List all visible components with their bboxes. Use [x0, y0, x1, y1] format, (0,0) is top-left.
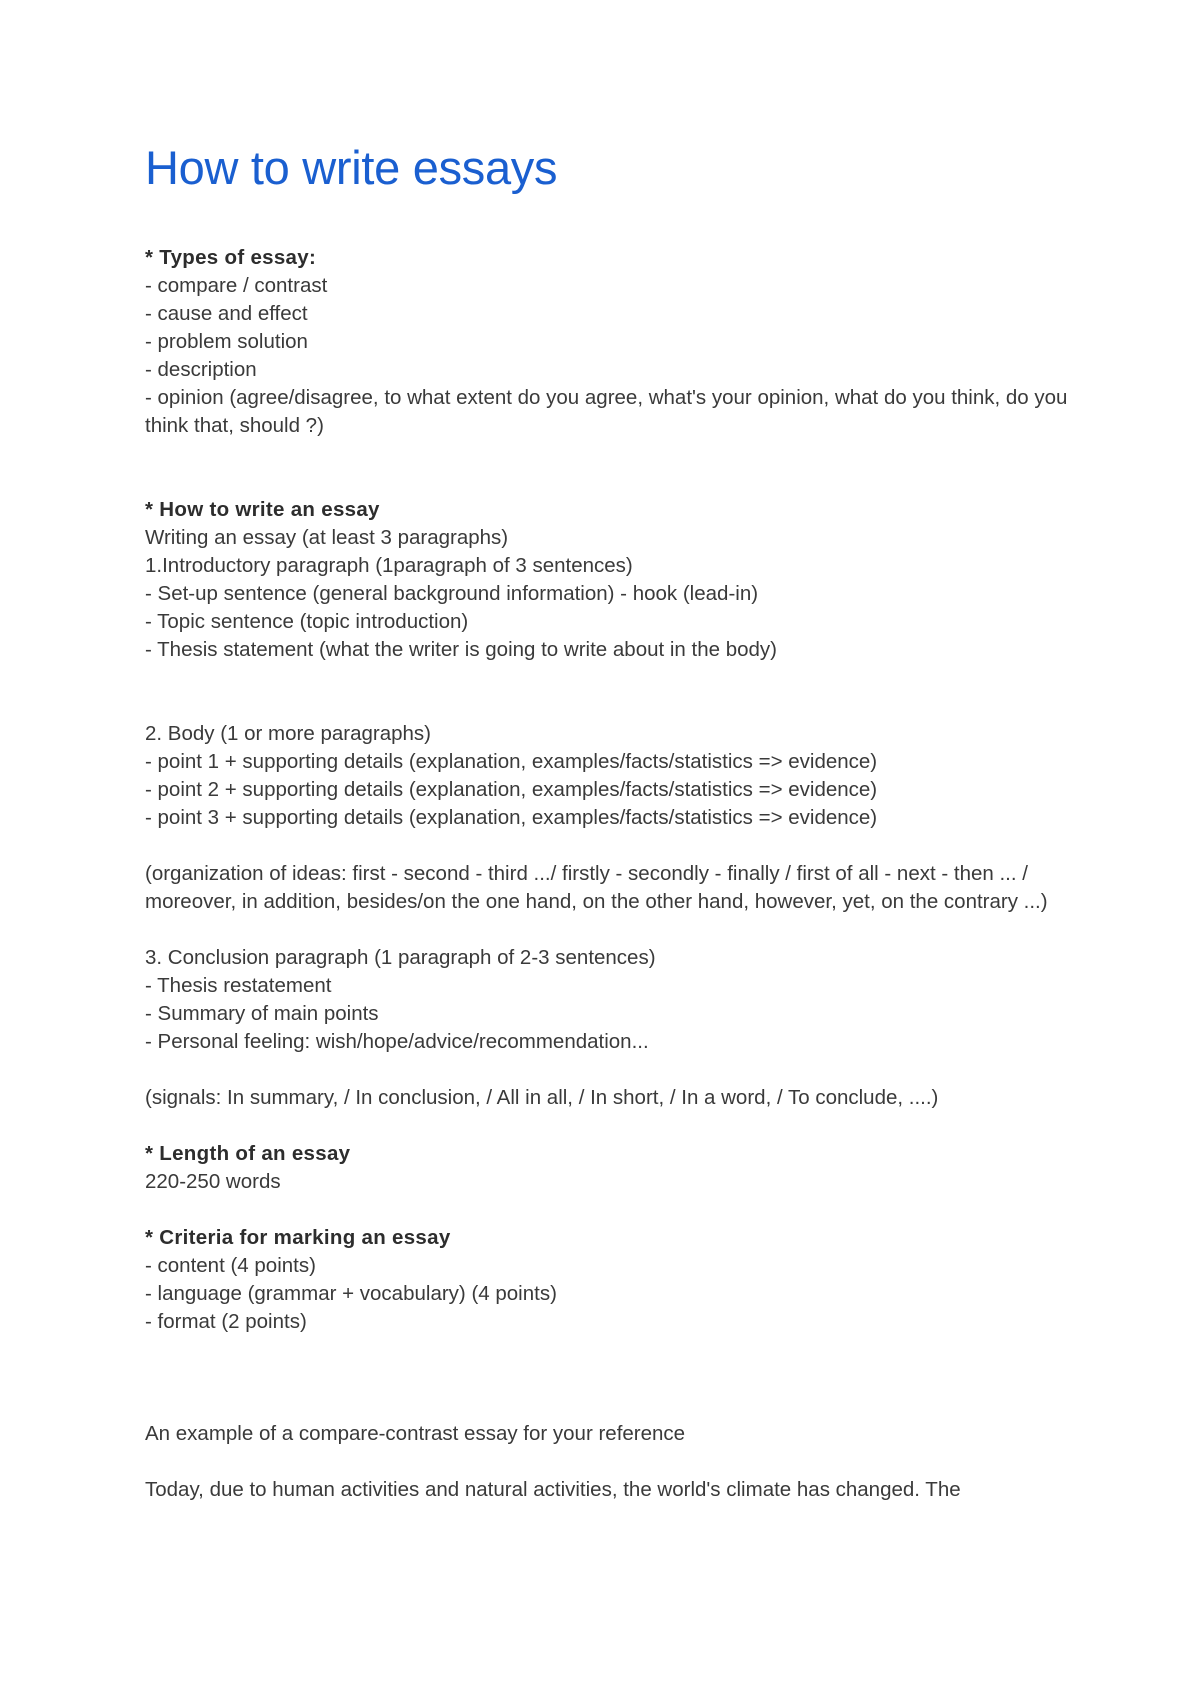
how-to-intro: Writing an essay (at least 3 paragraphs) [145, 526, 509, 550]
list-item: - format (2 points) [145, 1310, 307, 1334]
conclusion-label: 3. Conclusion paragraph (1 paragraph of 2-3 sentences) [145, 946, 656, 970]
document-page [145, 140, 1085, 1504]
list-item: - Thesis statement (what the writer is going to write about in the body) [145, 638, 778, 662]
list-item: - Thesis restatement [145, 974, 332, 998]
types-heading: * Types of essay: [145, 246, 317, 270]
example-intro: An example of a compare-contrast essay for your reference [145, 1422, 686, 1446]
list-item: - Summary of main points [145, 1002, 379, 1026]
length-value: 220-250 words [145, 1170, 281, 1194]
list-item: - compare / contrast [145, 274, 328, 298]
list-item: - point 2 + supporting details (explanation, examples/facts/statistics => evidence) [145, 778, 878, 802]
types-section [145, 244, 1085, 440]
length-heading: * Length of an essay [145, 1142, 351, 1166]
list-item: - Set-up sentence (general background information) - hook (lead-in) [145, 582, 759, 606]
page-title: How to write essays [145, 141, 558, 194]
list-item: - description [145, 358, 257, 382]
body-label: 2. Body (1 or more paragraphs) [145, 722, 431, 746]
list-item: - content (4 points) [145, 1254, 316, 1278]
criteria-section [145, 1224, 1085, 1336]
how-to-heading: * How to write an essay [145, 498, 380, 522]
organization-note: (organization of ideas: first - second - third .../ firstly - secondly - finally / first of all - next - then ... / moreover, in addition, besides/on the one hand, on the other hand, however, yet, on the contrary ...) [145, 862, 1048, 914]
how-to-section [145, 496, 1085, 1112]
list-item: - point 3 + supporting details (explanation, examples/facts/statistics => evidence) [145, 806, 878, 830]
list-item: - opinion (agree/disagree, to what extent do you agree, what's your opinion, what do you think, do you think that, should ?) [145, 386, 1068, 438]
conclusion-signals: (signals: In summary, / In conclusion, / All in all, / In short, / In a word, / To conclude, ....) [145, 1086, 939, 1110]
intro-paragraph-label: 1.Introductory paragraph (1paragraph of 3 sentences) [145, 554, 633, 578]
list-item: - language (grammar + vocabulary) (4 points) [145, 1282, 557, 1306]
example-start: Today, due to human activities and natural activities, the world's climate has changed. The [145, 1478, 961, 1502]
length-section [145, 1140, 1085, 1196]
list-item: - point 1 + supporting details (explanation, examples/facts/statistics => evidence) [145, 750, 878, 774]
list-item: - cause and effect [145, 302, 308, 326]
list-item: - Topic sentence (topic introduction) [145, 610, 469, 634]
criteria-heading: * Criteria for marking an essay [145, 1226, 451, 1250]
list-item: - Personal feeling: wish/hope/advice/recommendation... [145, 1030, 649, 1054]
list-item: - problem solution [145, 330, 308, 354]
